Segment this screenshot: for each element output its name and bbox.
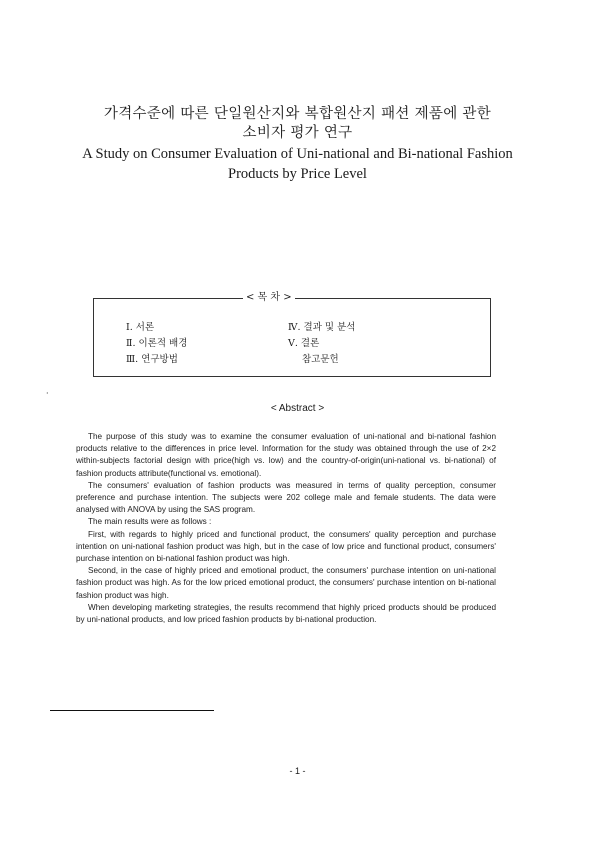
toc-item-method: Ⅲ. 연구방법 [126,354,178,365]
toc-item-results: Ⅳ. 결과 및 분석 [288,322,356,333]
abstract-paragraph: When developing marketing strategies, the results recommend that highly priced products should be produced by uni-national products, and low priced fashion products by bi-national production. [76,602,496,625]
toc-header: < 목 차 > [243,292,295,304]
abstract-paragraph: First, with regards to highly priced and functional product, the consumers' quality perception and purchase intention on uni-national fashion product was high, but in the case of low price and functional product, consumers' purchase intention on bi-national fashion product was high. [76,529,496,564]
stray-mark: · [46,389,49,398]
toc-item-references: 참고문헌 [302,354,339,365]
toc-item-background: Ⅱ. 이론적 배경 [126,338,188,349]
abstract-heading: < Abstract > [270,403,325,414]
english-title-line1: A Study on Consumer Evaluation of Uni-national and Bi-national Fashion [82,146,513,162]
abstract-paragraph: The consumers' evaluation of fashion products was measured in terms of quality perception, consumer preference and purchase intention. The subjects were 202 college male and female students. The data were analysed with ANOVA by using the SAS program. [76,480,496,515]
toc-item-introduction: Ⅰ. 서론 [126,322,155,333]
abstract-body [76,431,496,626]
korean-title-line2: 소비자 평가 연구 [242,125,353,141]
english-title-line2: Products by Price Level [228,166,367,182]
page-number: - 1 - [289,766,306,776]
abstract-paragraph: The purpose of this study was to examine the consumer evaluation of uni-national and bi-national fashion products relative to the differences in price level. Information for the study was obtained through the use of 2×2 within-subjects factorial design with price(high vs. low) and the country-of-origin(uni-national vs. bi-national) of fashion products attribute(functional vs. emotional). [76,432,496,478]
abstract-paragraph: The main results were as follows : [88,517,212,527]
toc-item-conclusion: Ⅴ. 결론 [288,338,320,349]
footnote-rule [50,710,214,711]
korean-title-line1: 가격수준에 따른 단일원산지와 복합원산지 패션 제품에 관한 [103,106,492,122]
abstract-paragraph: Second, in the case of highly priced and emotional product, the consumers' purchase intention on uni-national fashion product was high. As for the low priced emotional product, the consumers' purchase intention on bi-national fashion product was high. [76,566,496,600]
